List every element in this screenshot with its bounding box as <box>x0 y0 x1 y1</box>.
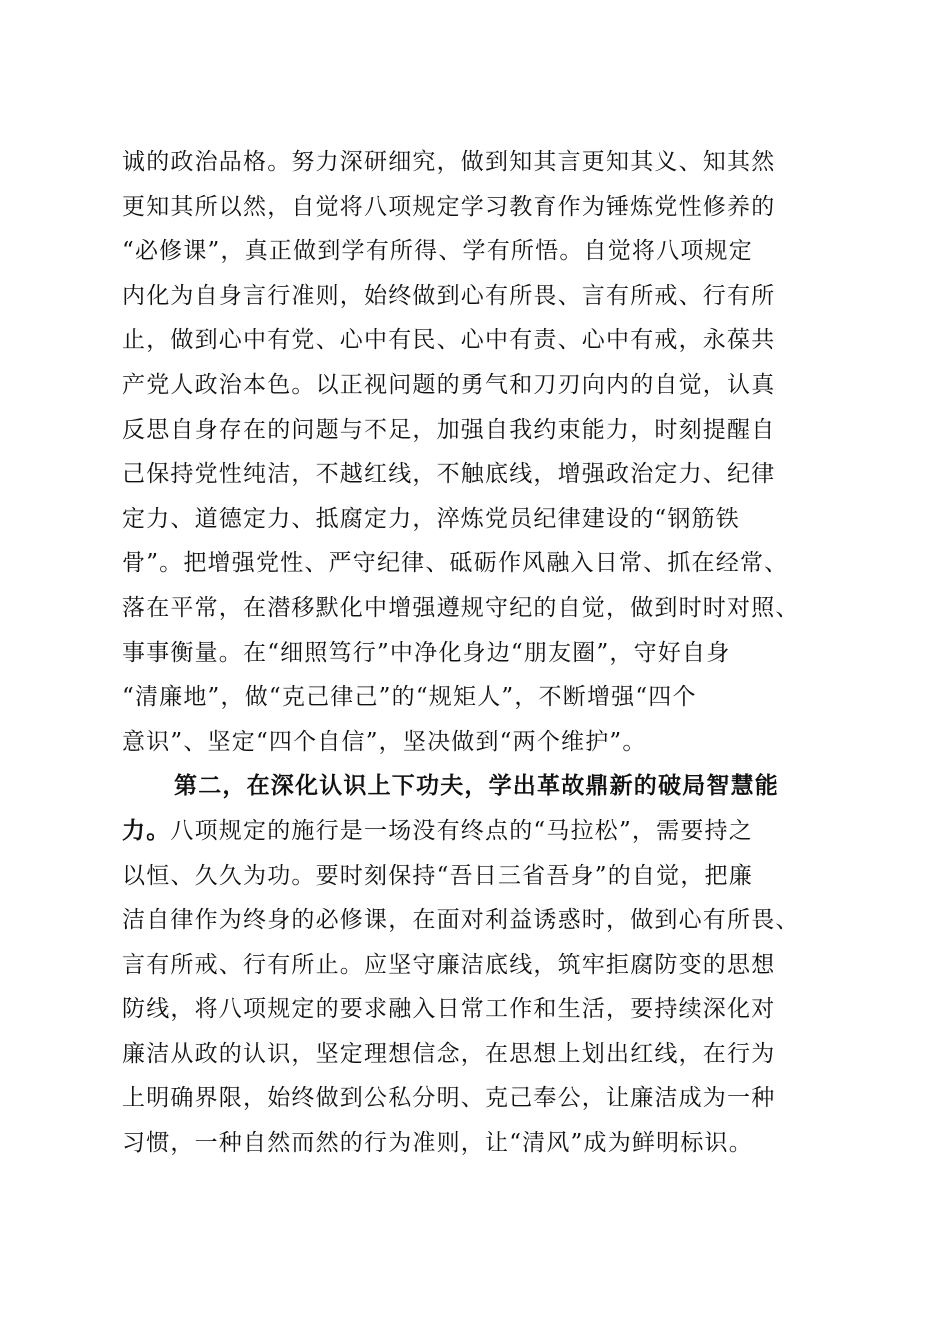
text-line <box>122 809 842 854</box>
section-heading-end: 力。 <box>122 816 171 844</box>
text-line: 产党人政治本色。以正视问题的勇气和刀刃向内的自觉，认真 <box>122 371 776 398</box>
text-line: “必修课”，真正做到学有所得、学有所悟。自觉将八项规定 <box>122 238 753 265</box>
text-line: 反思自身存在的问题与不足，加强自我约束能力，时刻提醒自 <box>122 416 776 443</box>
section-text: 八项规定的施行是一场没有终点的“马拉松”，需要持之 <box>170 817 753 844</box>
text-line: 更知其所以然，自觉将八项规定学习教育作为锤炼党性修养的 <box>122 193 776 220</box>
text-line: 防线，将八项规定的要求融入日常工作和生活，要持续深化对 <box>122 996 776 1023</box>
text-line: 己保持党性纯洁，不越红线，不触底线，增强政治定力、纪律 <box>122 461 776 488</box>
text-line: 止，做到心中有党、心中有民、心中有责、心中有戒，永葆共 <box>122 327 776 354</box>
body-text <box>122 140 842 1166</box>
text-line: 言有所戒、行有所止。应坚守廉洁底线，筑牢拒腐防变的思想 <box>122 951 776 978</box>
text-line: 洁自律作为终身的必修课，在面对利益诱惑时，做到心有所畏、 <box>122 907 800 934</box>
text-line: 上明确界限，始终做到公私分明、克己奉公，让廉洁成为一种 <box>122 1085 776 1112</box>
text-line: 事事衡量。在“细照笃行”中净化身边“朋友圈”，守好自身 <box>122 639 731 666</box>
text-line: 内化为自身言行准则，始终做到心有所畏、言有所戒、行有所 <box>122 282 776 309</box>
text-line: 以恒、久久为功。要时刻保持“吾日三省吾身”的自觉，把廉 <box>122 862 753 889</box>
text-line: 落在平常，在潜移默化中增强遵规守纪的自觉，做到时时对照、 <box>122 594 800 621</box>
text-line: 廉洁从政的认识，坚定理想信念，在思想上划出红线，在行为 <box>122 1040 776 1067</box>
text-line: 诚的政治品格。努力深研细究，做到知其言更知其义、知其然 <box>122 149 776 175</box>
section-heading: 第二，在深化认识上下功夫，学出革故鼎新的破局智慧能 <box>174 772 779 800</box>
text-line: “清廉地”，做“克己律己”的“规矩人”，不断增强“四个 <box>122 684 697 711</box>
text-line: 定力、道德定力、抵腐定力，淬炼党员纪律建设的“钢筋铁 <box>122 505 740 532</box>
text-line: 骨”。把增强党性、严守纪律、砥砺作风融入日常、抓在经常、 <box>122 550 789 577</box>
text-line: 意识”、坚定“四个自信”，坚决做到“两个维护”。 <box>122 728 647 755</box>
text-line: 习惯，一种自然而然的行为准则，让“清风”成为鲜明标识。 <box>122 1130 753 1157</box>
